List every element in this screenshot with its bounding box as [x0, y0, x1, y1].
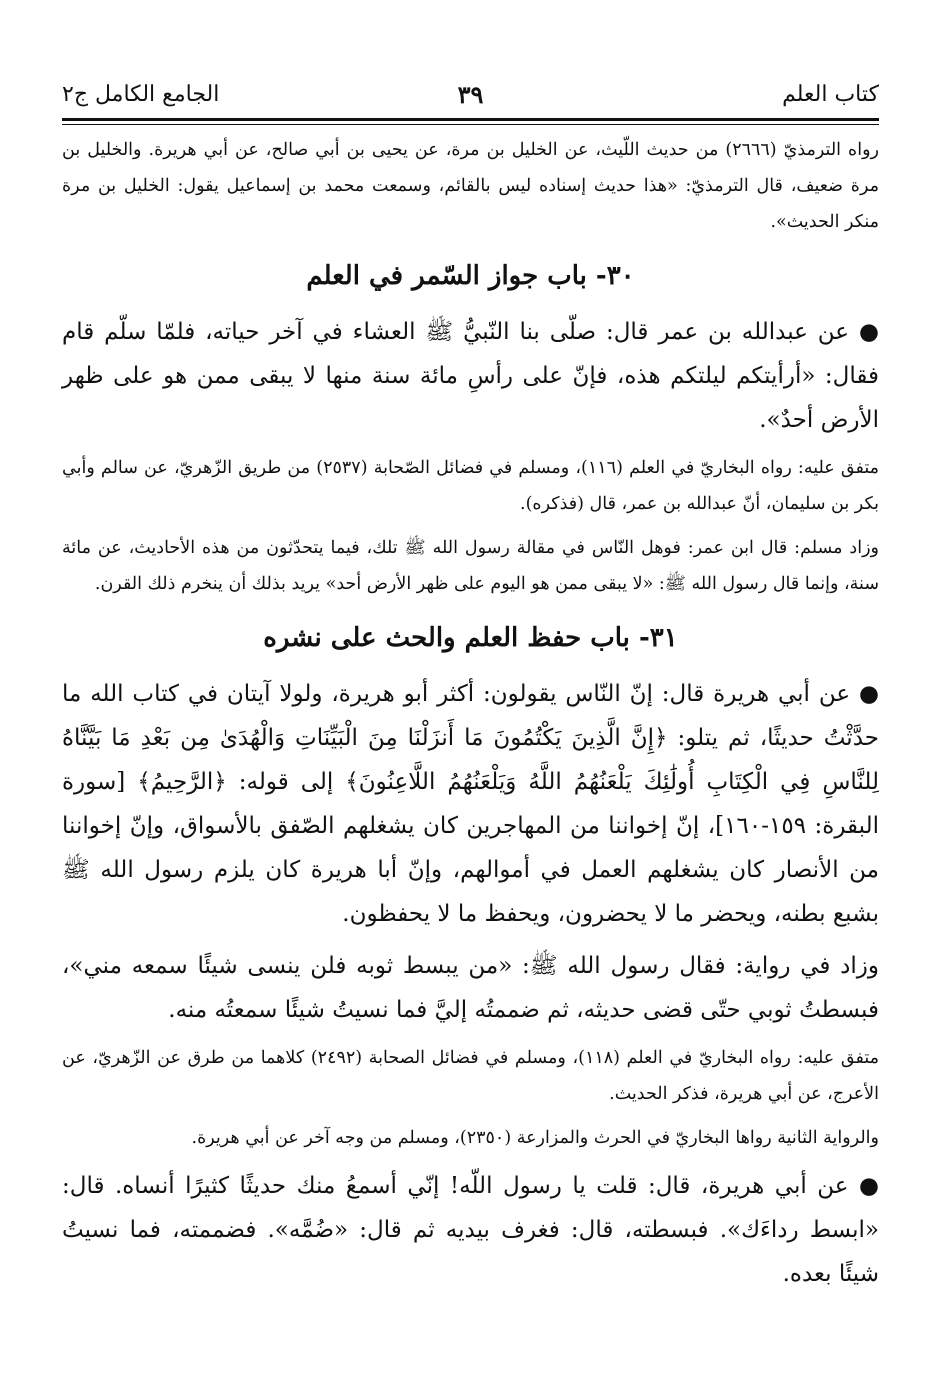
running-header [62, 74, 879, 114]
takhrij-paragraph: متفق عليه: رواه البخاريّ في العلم (١١٨)، ومسلم في فضائل الصحابة (٢٤٩٢) كلاهما من طرق عن الزّهريّ، عن الأعرج، عن أبي هريرة، فذكر الحديث. [62, 1048, 879, 1104]
header-rule-thick [62, 118, 879, 121]
hadith-paragraph: وزاد في رواية: فقال رسول الله ﷺ: «من يبسط ثوبه فلن ينسى شيئًا سمعه مني»، فبسطتُ ثوبي حتّى قضى حديثه، ثم ضممتُه إليَّ فما نسيتُ شيئًا سمعتُه منه. [62, 953, 879, 1023]
chapter-heading: ٣١- باب حفظ العلم والحث على نشره [263, 623, 678, 653]
hadith-paragraph: ● عن أبي هريرة قال: إنّ النّاس يقولون: أكثر أبو هريرة، ولولا آيتان في كتاب الله ما حدَّثْتُ حديثًا، ثم يتلو: ﴿إِنَّ الَّذِينَ يَكْتُمُونَ مَا أَنزَلْنَا مِنَ الْبَيِّنَاتِ وَالْهُدَىٰ مِن بَعْدِ مَا بَيَّنَّاهُ لِلنَّاسِ فِي الْكِتَابِ أُولَٰئِكَ يَلْعَنُهُمُ اللَّهُ وَيَلْعَنُهُمُ اللَّاعِنُونَ﴾ إلى قوله: ﴿الرَّحِيمُ﴾ [سورة البقرة: ١٥٩-١٦٠]، إنّ إخواننا من المهاجرين كان يشغلهم الصّفق بالأسواق، وإنّ إخواننا من الأنصار كان يشغلهم العمل في أموالهم، وإنّ أبا هريرة كان يلزم رسول الله ﷺ بشبع بطنه، ويحضر ما لا يحضرون، ويحفظ ما لا يحفظون. [62, 681, 880, 927]
hadith-paragraph: ● عن أبي هريرة، قال: قلت يا رسول اللّه! إنّي أسمعُ منك حديثًا كثيرًا أنساه. قال: «ابسط رداءَك». فبسطته، قال: فغرف بيديه ثم قال: «ضُمَّه». فضممته، فما نسيتُ شيئًا بعده. [62, 1173, 879, 1287]
takhrij-paragraph: وزاد مسلم: قال ابن عمر: فوهل النّاس في مقالة رسول الله ﷺ تلك، فيما يتحدّثون من هذه الأحاديث، عن مائة سنة، وإنما قال رسول الله ﷺ: «لا يبقى ممن هو اليوم على ظهر الأرض أحد» يريد بذلك أن ينخرم ذلك القرن. [62, 538, 879, 594]
takhrij-paragraph: متفق عليه: رواه البخاريّ في العلم (١١٦)، ومسلم في فضائل الصّحابة (٢٥٣٧) من طريق الزّهريّ، عن سالم وأبي بكر بن سليمان، أنّ عبدالله بن عمر، قال (فذكره). [62, 458, 879, 514]
chapter-heading: ٣٠- باب جواز السّمر في العلم [306, 261, 635, 291]
hadith-paragraph: ● عن عبدالله بن عمر قال: صلّى بنا النّبيُّ ﷺ العشاء في آخر حياته، فلمّا سلّم قام فقال: «أرأيتكم ليلتكم هذه، فإنّ على رأسِ مائة سنة منها لا يبقى ممن هو على ظهر الأرض أحدٌ». [62, 319, 879, 433]
page-content [62, 132, 879, 1304]
page-number: ٣٩ [457, 79, 484, 109]
footnote-paragraph: رواه الترمذيّ (٢٦٦٦) من حديث اللّيث، عن الخليل بن مرة، عن يحيى بن أبي صالح، عن أبي هريرة. والخليل بن مرة ضعيف، قال الترمذيّ: «هذا حديث إسناده ليس بالقائم، وسمعت محمد بن إسماعيل يقول: الخليل بن مرة منكر الحديث». [62, 140, 879, 232]
header-volume-title: الجامع الكامل ج٢ [62, 81, 220, 107]
takhrij-paragraph: والرواية الثانية رواها البخاريّ في الحرث والمزارعة (٢٣٥٠)، ومسلم من وجه آخر عن أبي هريرة. [191, 1128, 879, 1148]
header-book-title: كتاب العلم [782, 81, 879, 107]
header-rule-thin [62, 124, 879, 125]
